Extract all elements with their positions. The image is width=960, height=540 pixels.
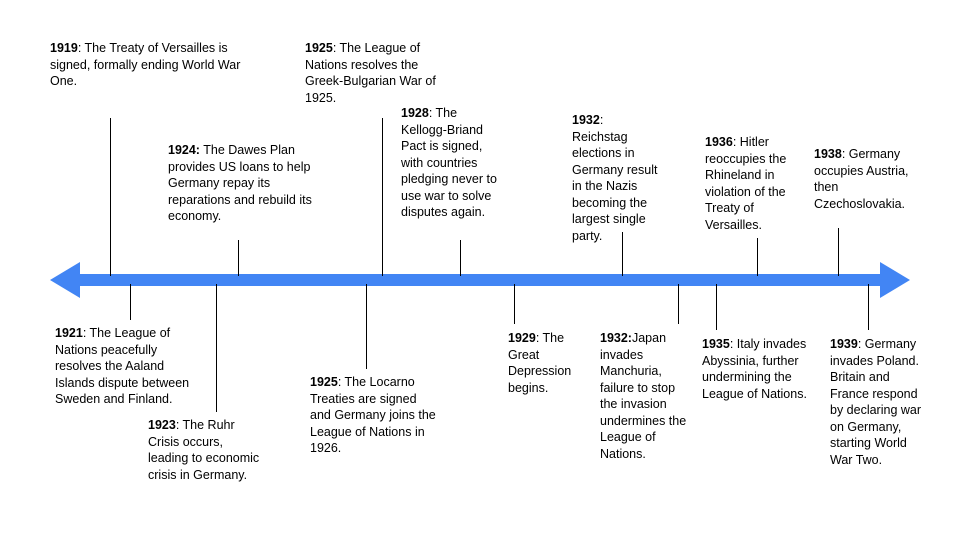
event-year: 1939 bbox=[830, 337, 858, 351]
tick-stem bbox=[130, 284, 131, 320]
event-description: : The League of Nations resolves the Greek-Bulgarian War of 1925. bbox=[305, 41, 436, 105]
event-year: 1925 bbox=[305, 41, 333, 55]
event-year: 1919 bbox=[50, 41, 78, 55]
right-arrowhead-icon bbox=[880, 262, 910, 298]
event-description: : The Ruhr Crisis occurs, leading to economic crisis in Germany. bbox=[148, 418, 260, 482]
timeline-event-1932 bbox=[600, 330, 688, 462]
timeline-event-1925 bbox=[310, 374, 440, 457]
timeline-event-1935 bbox=[702, 336, 808, 402]
tick-stem bbox=[716, 284, 717, 330]
event-description: : The Locarno Treaties are signed and Germany joins the League of Nations in 1926. bbox=[310, 375, 436, 455]
tick-stem bbox=[110, 118, 111, 276]
event-description: : The League of Nations peacefully resolves the Aaland Islands dispute between Sweden and Finland. bbox=[55, 326, 190, 406]
timeline-axis bbox=[50, 262, 910, 298]
event-year: 1929 bbox=[508, 331, 536, 345]
tick-stem bbox=[868, 284, 869, 330]
timeline-event-1928 bbox=[401, 105, 501, 221]
timeline-event-1936 bbox=[705, 134, 797, 233]
timeline-event-1932 bbox=[572, 112, 662, 244]
event-year: 1928 bbox=[401, 106, 429, 120]
event-description: : The Kellogg-Briand Pact is signed, with countries pledging never to use war to solve disputes again. bbox=[401, 106, 497, 219]
tick-stem bbox=[514, 284, 515, 324]
timeline-event-1938 bbox=[814, 146, 918, 212]
event-description: : Germany occupies Austria, then Czechoslovakia. bbox=[814, 147, 909, 211]
event-year: 1938 bbox=[814, 147, 842, 161]
event-year: 1932: bbox=[600, 331, 632, 345]
tick-stem bbox=[366, 284, 367, 369]
event-description: : Hitler reoccupies the Rhineland in violation of the Treaty of Versailles. bbox=[705, 135, 787, 232]
event-year: 1923 bbox=[148, 418, 176, 432]
event-year: 1924: bbox=[168, 143, 200, 157]
timeline-event-1921 bbox=[55, 325, 205, 408]
tick-stem bbox=[238, 240, 239, 276]
event-description: : The Great Depression begins. bbox=[508, 331, 572, 395]
event-year: 1921 bbox=[55, 326, 83, 340]
event-description: : Reichstag elections in Germany result in the Nazis becoming the largest single party. bbox=[572, 113, 658, 243]
tick-stem bbox=[838, 228, 839, 276]
event-description: : Italy invades Abyssinia, further undermining the League of Nations. bbox=[702, 337, 807, 401]
left-arrowhead-icon bbox=[50, 262, 80, 298]
timeline-event-1924 bbox=[168, 142, 318, 225]
tick-stem bbox=[678, 284, 679, 324]
tick-stem bbox=[757, 238, 758, 276]
event-description: : Germany invades Poland. Britain and France respond by declaring war on Germany, starting World War Two. bbox=[830, 337, 922, 467]
tick-stem bbox=[460, 240, 461, 276]
event-year: 1932 bbox=[572, 113, 600, 127]
event-description: The Dawes Plan provides US loans to help Germany repay its reparations and rebuild its economy. bbox=[168, 143, 312, 223]
event-year: 1936 bbox=[705, 135, 733, 149]
tick-stem bbox=[382, 118, 383, 276]
timeline-event-1939 bbox=[830, 336, 930, 468]
timeline-event-1919 bbox=[50, 40, 250, 90]
event-year: 1925 bbox=[310, 375, 338, 389]
timeline-event-1923 bbox=[148, 417, 266, 483]
timeline-event-1925 bbox=[305, 40, 445, 106]
timeline-axis-line bbox=[78, 274, 882, 286]
event-year: 1935 bbox=[702, 337, 730, 351]
timeline-event-1929 bbox=[508, 330, 590, 396]
event-description: : The Treaty of Versailles is signed, formally ending World War One. bbox=[50, 41, 241, 88]
event-description: Japan invades Manchuria, failure to stop the invasion undermines the League of Nations. bbox=[600, 331, 687, 461]
tick-stem bbox=[216, 284, 217, 412]
